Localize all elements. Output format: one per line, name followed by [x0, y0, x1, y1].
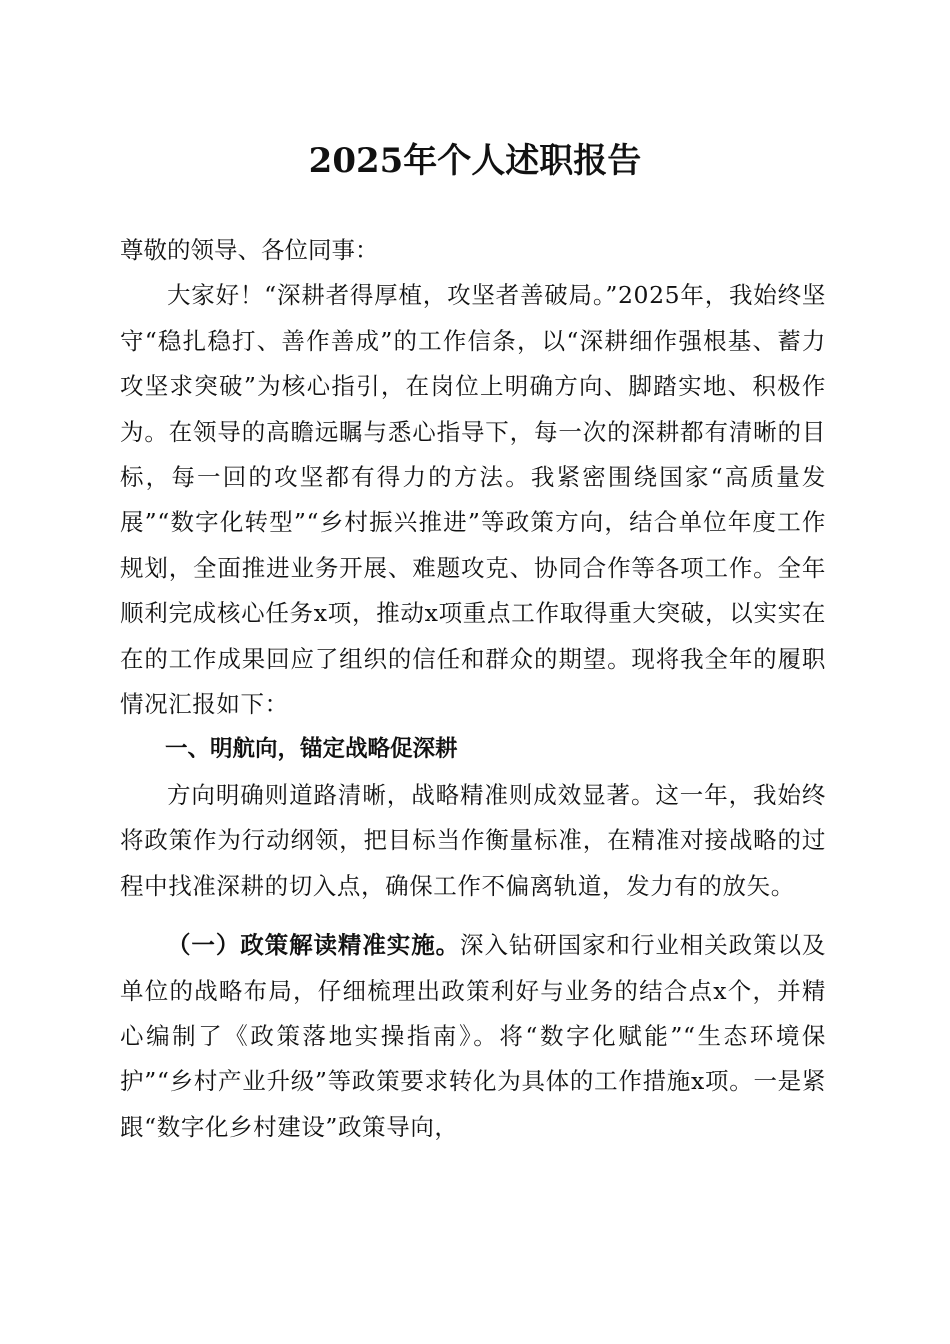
salutation: 尊敬的领导、各位同事：: [120, 236, 379, 264]
paragraph-spacer: [120, 909, 826, 923]
subsection-1-paragraph: [120, 923, 826, 1150]
section-heading-1: 一、明航向，锚定战略促深耕: [165, 736, 458, 763]
intro-paragraph: 大家好！“深耕者得厚植，攻坚者善破局。”2025年，我始终坚守“稳扎稳打、善作善成”的工作信条，以“深耕细作强根基、蓄力攻坚求突破”为核心指引，在岗位上明确方向、脚踏实地、积极作为。在领导的高瞻远瞩与悉心指导下，每一次的深耕都有清晰的目标，每一回的攻坚都有得力的方法。我紧密围绕国家“高质量发展”“数字化转型”“乡村振兴推进”等政策方向，结合单位年度工作规划，全面推进业务开展、难题攻克、协同合作等各项工作。全年顺利完成核心任务x项，推动x项重点工作取得重大突破，以实实在在的工作成果回应了组织的信任和群众的期望。现将我全年的履职情况汇报如下：: [120, 281, 826, 719]
subsection-1-text: 深入钻研国家和行业相关政策以及单位的战略布局，仔细梳理出政策利好与业务的结合点x个，并精心编制了《政策落地实操指南》。将“数字化赋能”“生态环境保护”“乡村产业升级”等政策要求转化为具体的工作措施x项。一是紧跟“数字化乡村建设”政策导向，: [120, 931, 826, 1141]
document-body: [120, 228, 826, 1150]
document-title: 2025年个人述职报告: [308, 141, 642, 181]
subsection-1-lead: （一）政策解读精准实施。: [167, 931, 461, 960]
section-1-paragraph: 方向明确则道路清晰，战略精准则成效显著。这一年，我始终将政策作为行动纲领，把目标当作衡量标准，在精准对接战略的过程中找准深耕的切入点，确保工作不偏离轨道，发力有的放矢。: [120, 780, 826, 900]
